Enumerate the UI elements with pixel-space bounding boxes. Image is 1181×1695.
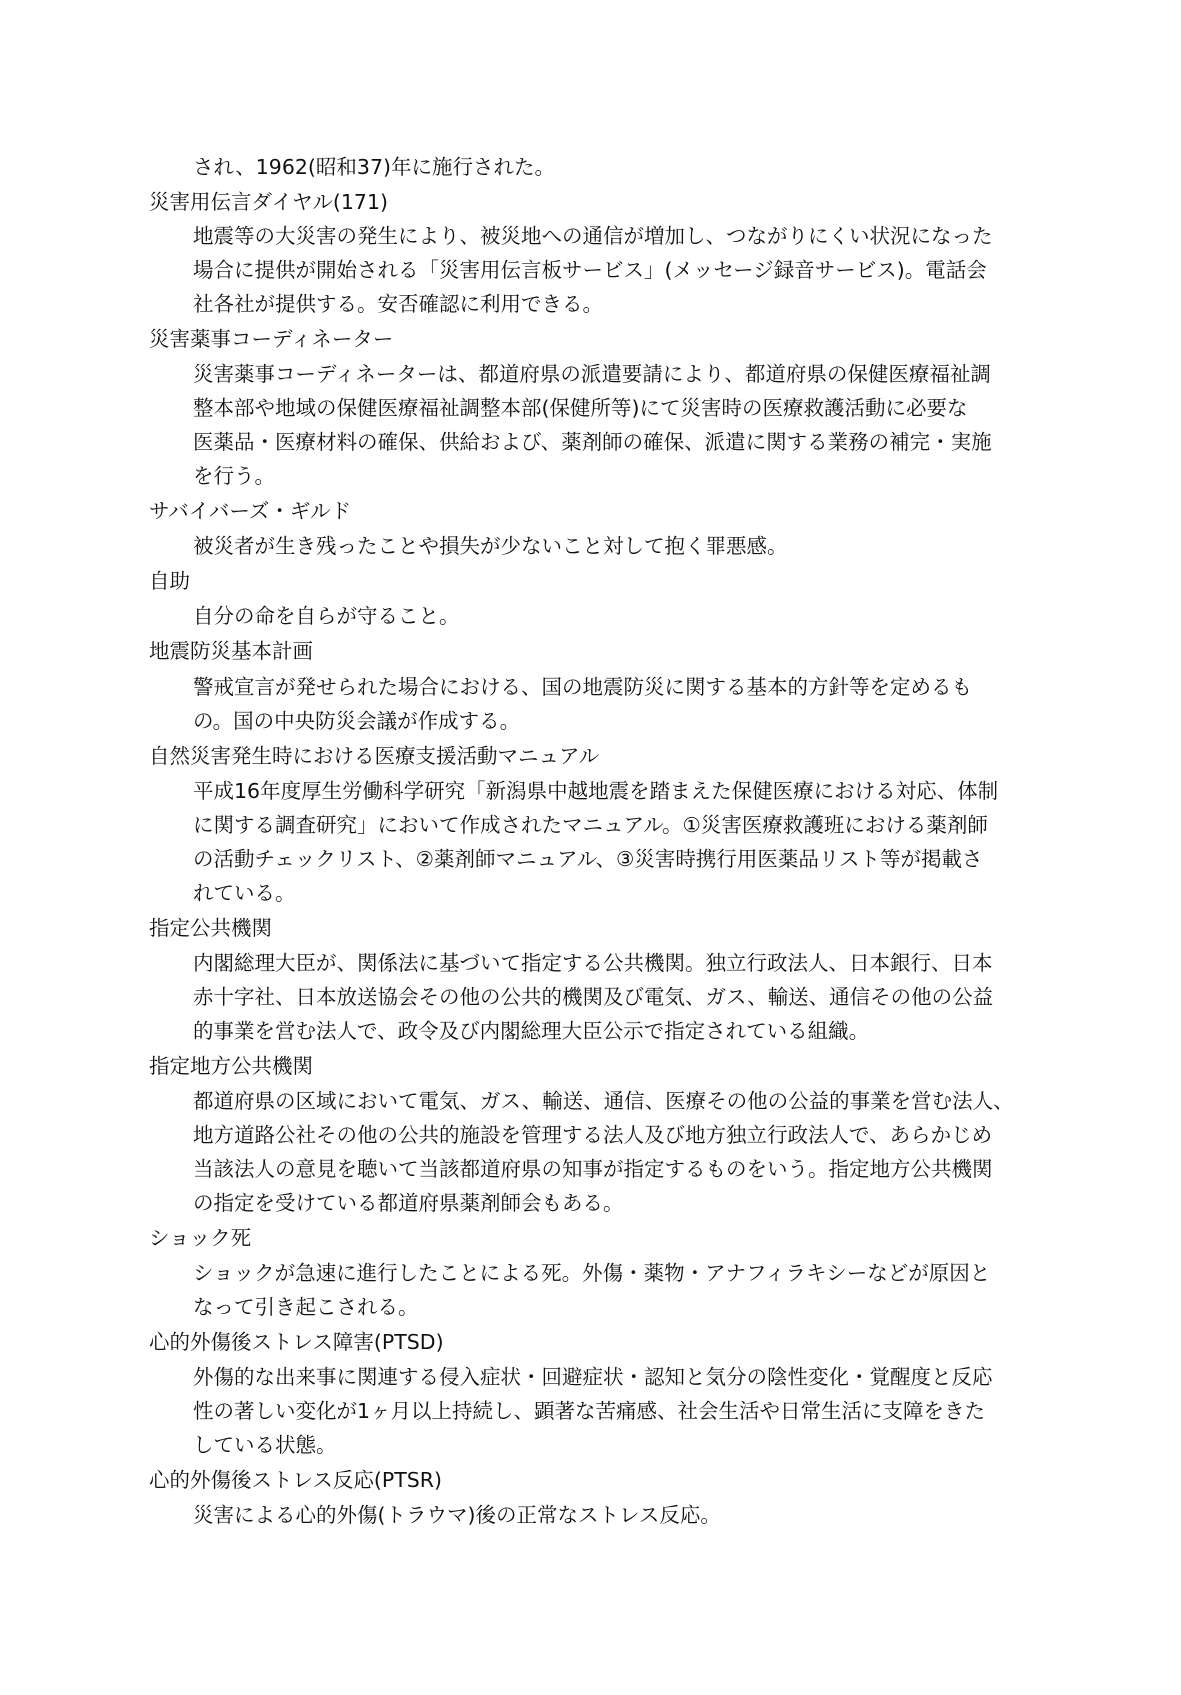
term-heading: 災害用伝言ダイヤル(171): [149, 190, 389, 214]
definition-line: 地震等の大災害の発生により、被災地への通信が増加し、つながりにくい状況になった: [193, 224, 993, 248]
definition-line: 赤十字社、日本放送協会その他の公共的機関及び電気、ガス、輸送、通信その他の公益: [193, 985, 994, 1009]
definition-line: 性の著しい変化が1ヶ月以上持続し、顕著な苦痛感、社会生活や日常生活に支障をきた: [193, 1399, 986, 1423]
definition-line: の。国の中央防災会議が作成する。: [193, 709, 521, 733]
definition-line: 内閣総理大臣が、関係法に基づいて指定する公共機関。独立行政法人、日本銀行、日本: [193, 951, 993, 975]
definition-line: され、1962(昭和37)年に施行された。: [193, 155, 555, 179]
definition-line: 医薬品・医療材料の確保、供給および、薬剤師の確保、派遣に関する業務の補完・実施: [193, 430, 992, 454]
term-heading: 指定地方公共機関: [149, 1054, 313, 1078]
term-heading: 自然災害発生時における医療支援活動マニュアル: [149, 744, 600, 768]
definition-line: れている。: [193, 881, 296, 905]
definition-line: している状態。: [193, 1433, 337, 1457]
definition-line: 警戒宣言が発せられた場合における、国の地震防災に関する基本的方針等を定めるも: [193, 675, 972, 699]
term-heading: ショック死: [149, 1226, 252, 1250]
term-heading: 災害薬事コーディネーター: [149, 327, 394, 351]
term-heading: 指定公共機関: [149, 916, 272, 940]
definition-line: なって引き起こされる。: [193, 1295, 419, 1319]
definition-line: 被災者が生き残ったことや損失が少ないこと対して抱く罪悪感。: [193, 534, 788, 558]
definition-line: を行う。: [193, 464, 275, 488]
definition-line: 的事業を営む法人で、政令及び内閣総理大臣公示で指定されている組織。: [193, 1019, 870, 1043]
definition-line: ショックが急速に進行したことによる死。外傷・薬物・アナフィラキシーなどが原因と: [193, 1261, 991, 1285]
term-heading: 心的外傷後ストレス反応(PTSR): [149, 1468, 443, 1492]
term-heading: 自助: [149, 569, 190, 593]
definition-line: 災害による心的外傷(トラウマ)後の正常なストレス反応。: [193, 1503, 721, 1527]
term-heading: 心的外傷後ストレス障害(PTSD): [149, 1330, 444, 1354]
definition-line: 社各社が提供する。安否確認に利用できる。: [193, 292, 603, 316]
definition-line: 自分の命を自らが守ること。: [193, 604, 460, 628]
definition-line: 整本部や地域の保健医療福祉調整本部(保健所等)にて災害時の医療救護活動に必要な: [193, 396, 968, 420]
definition-line: 平成16年度厚生労働科学研究「新潟県中越地震を踏まえた保健医療における対応、体制: [193, 779, 999, 803]
definition-line: に関する調査研究」において作成されたマニュアル。①災害医療救護班における薬剤師: [193, 813, 988, 837]
definition-line: の指定を受けている都道府県薬剤師会もある。: [193, 1191, 624, 1215]
definition-line: 当該法人の意見を聴いて当該都道府県の知事が指定するものをいう。指定地方公共機関: [193, 1157, 993, 1181]
definition-line: 場合に提供が開始される「災害用伝言板サービス」(メッセージ録音サービス)。電話会: [193, 258, 987, 282]
definition-line: 災害薬事コーディネーターは、都道府県の派遣要請により、都道府県の保健医療福祉調: [193, 362, 991, 386]
term-heading: 地震防災基本計画: [149, 639, 313, 663]
term-heading: サバイバーズ・ギルド: [149, 499, 352, 523]
definition-line: 外傷的な出来事に関連する侵入症状・回避症状・認知と気分の陰性変化・覚醒度と反応: [193, 1365, 993, 1389]
definition-line: の活動チェックリスト、②薬剤師マニュアル、③災害時携行用医薬品リスト等が掲載さ: [193, 847, 983, 871]
definition-line: 都道府県の区域において電気、ガス、輸送、通信、医療その他の公益的事業を営む法人、: [193, 1089, 1014, 1113]
definition-line: 地方道路公社その他の公共的施設を管理する法人及び地方独立行政法人で、あらかじめ: [193, 1123, 993, 1147]
